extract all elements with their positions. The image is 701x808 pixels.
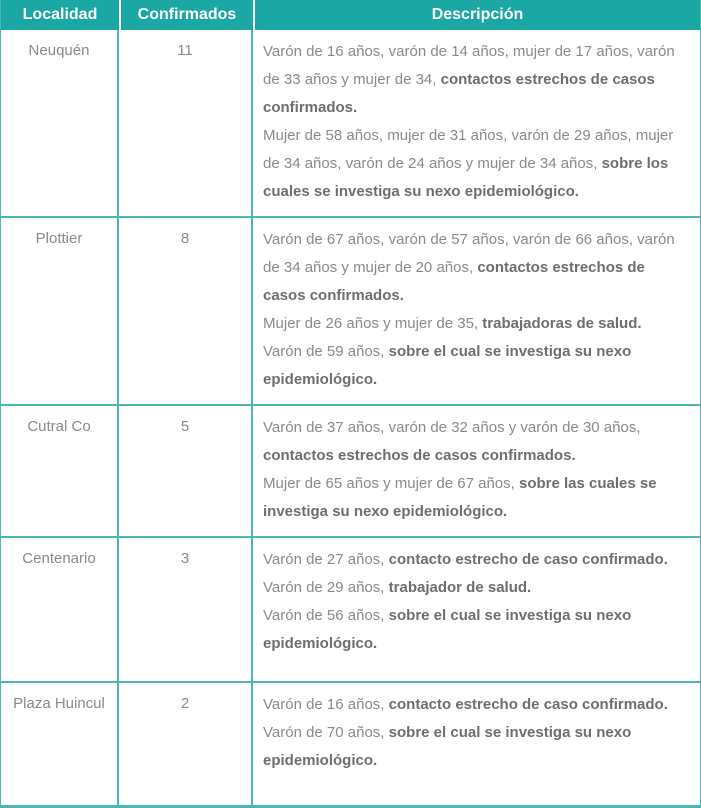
localidad-cell: Plaza Huincul: [1, 683, 119, 805]
descripcion-paragraph: Varón de 16 años, contacto estrecho de caso confirmado.: [263, 696, 668, 713]
localidad-cell: Cutral Co: [1, 406, 119, 536]
header-localidad: Localidad: [22, 6, 98, 23]
localidad-cell: Centenario: [1, 538, 119, 681]
descripcion-paragraph: Varón de 16 años, varón de 14 años, mujer de 17 años, varón de 33 años y mujer de 34, contactos estrechos de casos confirmados.: [263, 43, 675, 116]
localidad-cell: Plottier: [1, 218, 119, 404]
confirmados-cell: 3: [119, 538, 253, 681]
confirmados-cell: 2: [119, 683, 253, 805]
confirmados-cell: 11: [119, 30, 253, 216]
confirmados-cell: 5: [119, 406, 253, 536]
confirmados-cell: 8: [119, 218, 253, 404]
descripcion-paragraph: Varón de 70 años, sobre el cual se investiga su nexo epidemiológico.: [263, 724, 632, 769]
header-confirmados: Confirmados: [119, 0, 253, 30]
table-body: [1, 30, 700, 805]
header-descripcion: Descripción: [253, 0, 700, 30]
table-row: [1, 536, 700, 681]
descripcion-cell: [253, 218, 700, 404]
descripcion-cell: [253, 538, 700, 681]
descripcion-paragraph: Mujer de 65 años y mujer de 67 años, sobre las cuales se investiga su nexo epidemiológico.: [263, 475, 657, 520]
descripcion-paragraph: Mujer de 58 años, mujer de 31 años, varón de 29 años, mujer de 34 años, varón de 24 años y mujer de 34 años, sobre los cuales se investiga su nexo epidemiológico.: [263, 127, 674, 200]
table-row: [1, 404, 700, 536]
descripcion-paragraph: Varón de 67 años, varón de 57 años, varón de 66 años, varón de 34 años y mujer de 20 años, contactos estrechos de casos confirmados.: [263, 231, 675, 304]
descripcion-cell: [253, 30, 700, 216]
descripcion-paragraph: Varón de 29 años, trabajador de salud.: [263, 579, 532, 596]
descripcion-cell: [253, 683, 700, 805]
table-row: [1, 216, 700, 404]
descripcion-paragraph: Varón de 59 años, sobre el cual se investiga su nexo epidemiológico.: [263, 343, 632, 388]
localidad-cell: Neuquén: [1, 30, 119, 216]
table-header-row: [1, 0, 700, 30]
descripcion-paragraph: Mujer de 26 años y mujer de 35, trabajadoras de salud.: [263, 315, 642, 332]
table-row: [1, 30, 700, 216]
descripcion-cell: [253, 406, 700, 536]
descripcion-paragraph: Varón de 37 años, varón de 32 años y varón de 30 años, contactos estrechos de casos confirmados.: [263, 419, 641, 464]
descripcion-paragraph: Varón de 56 años, sobre el cual se investiga su nexo epidemiológico.: [263, 607, 632, 652]
descripcion-paragraph: Varón de 27 años, contacto estrecho de caso confirmado.: [263, 551, 668, 568]
table-row: [1, 681, 700, 805]
